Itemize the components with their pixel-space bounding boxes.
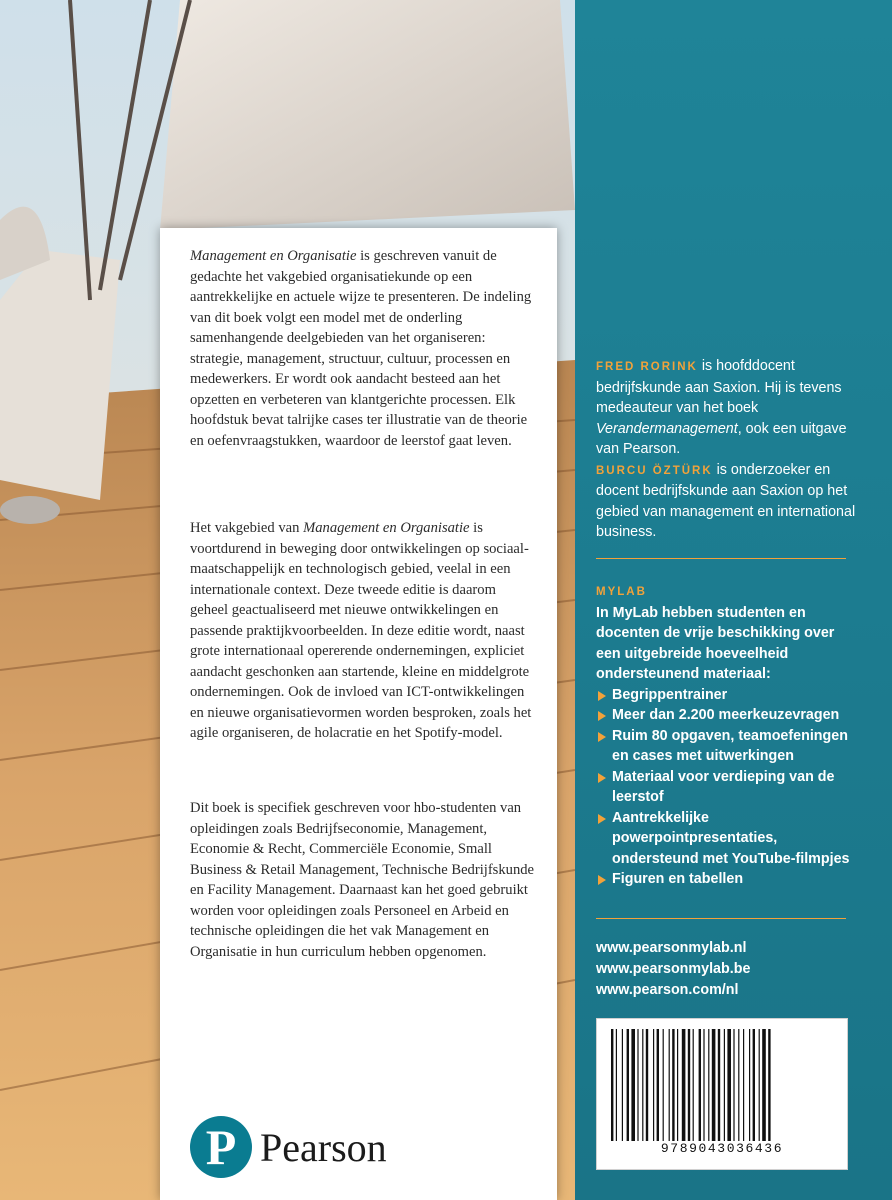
barcode-bar [718, 1029, 720, 1141]
barcode-bar [727, 1029, 731, 1141]
barcode-bar [733, 1029, 734, 1141]
pearson-wordmark: Pearson [260, 1124, 387, 1170]
barcode-bar [642, 1029, 643, 1141]
barcode-bar [708, 1029, 709, 1141]
barcode-bar [611, 1029, 613, 1141]
barcode-bar [768, 1029, 770, 1141]
barcode-bar [627, 1029, 629, 1141]
barcode-bar [682, 1029, 686, 1141]
divider-line [596, 558, 846, 559]
description-paragraph-3: Dit boek is specifiek geschreven voor hbo-studenten van opleidingen zoals Bedrijfseconomie, Management, Economie & Recht, Commerciële Economie, Small Business & Retail Management, Technische Bedrijfskunde en Facility Management. Daarnaast kan het goed gebruikt worden voor opleidingen zoals Personeel en Arbeid en technische opleidingen die het vak Management en Organisatie in hun curriculum hebben opgenomen. [190, 800, 535, 960]
description-panel [160, 228, 557, 1200]
author-bios [596, 356, 856, 543]
barcode-bar [699, 1029, 701, 1141]
mylab-feature-item: Ruim 80 opgaven, teamoefeningen en cases met uitwerkingen [596, 726, 856, 767]
isbn-barcode [596, 1018, 848, 1170]
barcode-bar [653, 1029, 654, 1141]
mylab-feature-list [596, 685, 856, 890]
barcode-bar [637, 1029, 638, 1141]
barcode-bar [631, 1029, 635, 1141]
barcode-bar [677, 1029, 678, 1141]
description-paragraph-2: Het vakgebied van Management en Organisatie is voortdurend in beweging door ontwikkelingen op sociaal-maatschappelijk en technologisch gebied, veelal in een internationale context. Deze tweede editie is daarom geheel geactualiseerd met nieuwe ontwikkelingen en passende praktijkvoorbeelden. In deze editie wordt, naast grote internationaal opererende ondernemingen, expliciet aandacht geschonken aan startende, kleine en middelgrote ondernemingen. Ook de invloed van ICT-ontwikkelingen en nieuwe organisatievormen worden besproken, zoals het agile organiseren, de holacratie en het Spotify-model. [190, 520, 532, 741]
barcode-bar [663, 1029, 664, 1141]
barcode-bar [616, 1029, 617, 1141]
mylab-feature-item: Figuren en tabellen [596, 869, 856, 890]
barcode-bar [622, 1029, 623, 1141]
barcode-bar [724, 1029, 725, 1141]
author-name-1: FRED RORINK [596, 361, 698, 373]
book-title-italic: Management en Organisatie [303, 520, 470, 536]
divider-line [596, 918, 846, 919]
barcode-bar [672, 1029, 674, 1141]
website-link-pearson[interactable]: www.pearson.com/nl [596, 982, 739, 998]
pearson-logo-icon: P [190, 1116, 252, 1178]
mylab-feature-item: Begrippentrainer [596, 685, 856, 706]
book-title-italic: Management en Organisatie [190, 248, 357, 264]
barcode-bar [749, 1029, 750, 1141]
mylab-feature-item: Materiaal voor verdieping van de leerstof [596, 767, 856, 808]
barcode-bar [743, 1029, 744, 1141]
website-link-nl[interactable]: www.pearsonmylab.nl [596, 940, 747, 956]
author-name-2: BURCU ÖZTÜRK [596, 464, 713, 477]
isbn-number: 9789043036436 [660, 1141, 784, 1156]
mylab-section [596, 582, 856, 890]
barcode-bar [753, 1029, 755, 1141]
barcode-bar [657, 1029, 659, 1141]
mylab-feature-item: Aantrekkelijke powerpointpresentaties, ondersteund met YouTube-filmpjes [596, 808, 856, 870]
pearson-logo [190, 1116, 387, 1178]
barcode-bar [762, 1029, 766, 1141]
author-book-title: Verandermanagement [596, 420, 738, 437]
mylab-feature-item: Meer dan 2.200 meerkeuzevragen [596, 705, 856, 726]
barcode-bar [646, 1029, 648, 1141]
barcode-bar [693, 1029, 694, 1141]
author-bio-2: BURCU ÖZTÜRK is onderzoeker en docent bedrijfskunde aan Saxion op het gebied van management en international business. [596, 461, 856, 540]
barcode-bar [712, 1029, 716, 1141]
barcode-bar [738, 1029, 739, 1141]
author-bio-1: FRED RORINK is hoofddocent bedrijfskunde aan Saxion. Hij is tevens medeauteur van het boek Verandermanagement, ook een uitgave van Pearson. [596, 358, 847, 457]
barcode-bar [759, 1029, 760, 1141]
website-links [596, 938, 856, 1001]
description-paragraph-1: Management en Organisatie is geschreven vanuit de gedachte het vakgebied organisatiekunde op een aantrekkelijke en actuele wijze te presenteren. De indeling van dit boek volgt een model met de onderling samenhangende deelgebieden van het organiseren: strategie, management, structuur, cultuur, processen en medewerkers. Er wordt ook aandacht besteed aan het opzetten en verbeteren van klantgerichte processen. Elk hoofdstuk bevat talrijke cases ter illustratie van de theorie en oefenvraagstukken, waardoor de leerstof gaat leven. [190, 248, 532, 449]
mylab-intro: In MyLab hebben studenten en docenten de vrije beschikking over een uitgebreide hoeveelheid ondersteunend materiaal: [596, 604, 835, 682]
barcode-bar [669, 1029, 670, 1141]
website-link-be[interactable]: www.pearsonmylab.be [596, 961, 751, 977]
barcode-icon [609, 1029, 835, 1141]
barcode-bar [703, 1029, 704, 1141]
mylab-heading: MYLAB [596, 586, 647, 598]
barcode-bar [688, 1029, 690, 1141]
